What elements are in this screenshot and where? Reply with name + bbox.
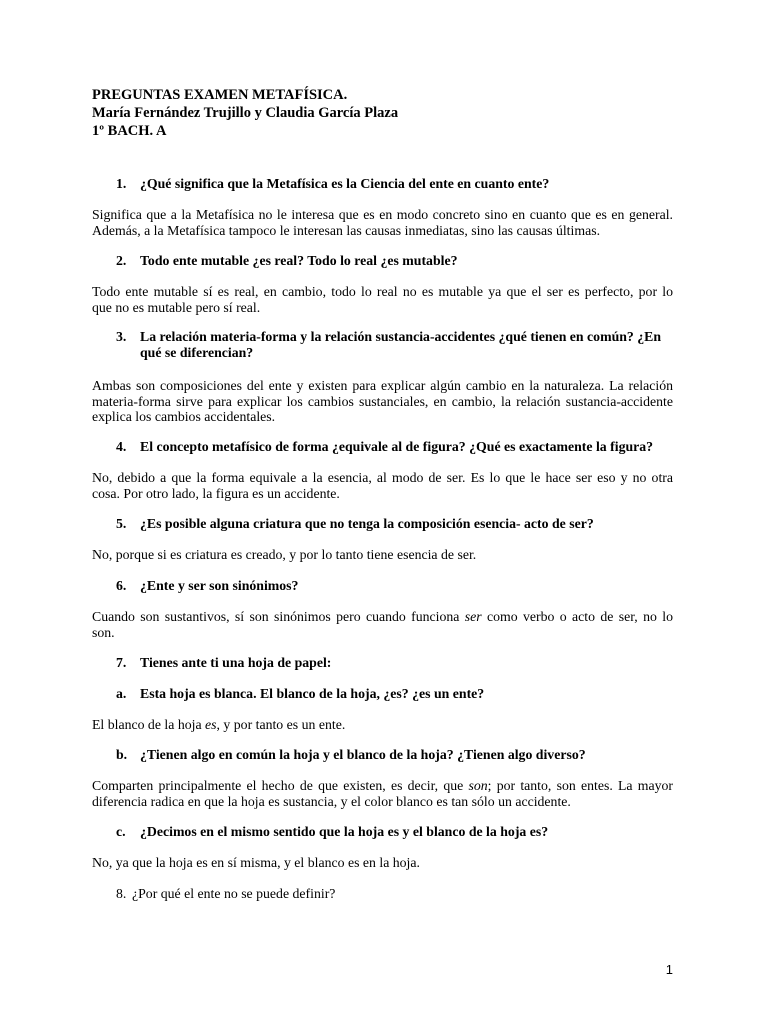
question-text: El concepto metafísico de forma ¿equivale al de figura? ¿Qué es exactamente la figura? (140, 439, 654, 454)
answer-line: explica los cambios accidentales. (92, 409, 276, 424)
answer-line: que no es mutable pero sí real. (92, 299, 261, 315)
answer-fragment: , y por tanto es un ente. (216, 717, 346, 732)
question-text: ¿Tienen algo en común la hoja y el blanco de la hoja? ¿Tienen algo diverso? (140, 747, 586, 762)
answer-5 (92, 547, 673, 563)
answer-line: Ambas son composiciones del ente y existen para explicar algún cambio en la naturaleza. La relación (92, 378, 673, 393)
answer-emphasis: son (468, 778, 488, 793)
answer-line: No, porque si es criatura es creado, y por lo tanto tiene esencia de ser. (92, 547, 477, 562)
question-7c (116, 824, 548, 840)
question-number: c. (116, 824, 126, 839)
question-7a (116, 686, 484, 702)
answer-line: Significa que a la Metafísica no le interesa que es en modo concreto sino en cuanto que es en general. (92, 207, 673, 222)
question-text: La relación materia-forma y la relación sustancia-accidentes ¿qué tienen en común? ¿En (140, 329, 662, 344)
question-5 (116, 516, 594, 532)
page-number: 1 (665, 962, 673, 977)
question-7 (116, 655, 331, 671)
answer-7c (92, 855, 673, 871)
answer-line: son. (92, 624, 115, 640)
answer-line (92, 609, 673, 625)
answer-fragment: como verbo o acto de ser, no lo (481, 609, 673, 624)
course: 1º BACH. A (92, 123, 167, 139)
answer-fragment: El blanco de la hoja (92, 717, 206, 732)
question-number: 4. (116, 439, 127, 454)
answer-line: diferencia radica en que la hoja es sustancia, y el color blanco es tan sólo un accidente. (92, 793, 571, 809)
question-6 (116, 578, 298, 594)
question-8 (116, 886, 335, 902)
question-number: a. (116, 686, 127, 701)
answer-1 (92, 207, 673, 238)
answer-6 (92, 609, 673, 640)
authors: María Fernández Trujillo y Claudia García Plaza (92, 105, 399, 121)
question-1 (116, 176, 549, 192)
question-number: 7. (116, 655, 127, 670)
question-number: 2. (116, 253, 127, 268)
answer-fragment: ; por tanto, son entes. La mayor (487, 778, 674, 793)
question-text: ¿Es posible alguna criatura que no tenga la composición esencia- acto de ser? (140, 516, 594, 531)
document-title: PREGUNTAS EXAMEN METAFÍSICA. (92, 87, 348, 103)
answer-line (92, 717, 673, 733)
question-number: b. (116, 747, 128, 762)
question-text-continued: qué se diferencian? (140, 345, 254, 360)
question-text: ¿Ente y ser son sinónimos? (140, 578, 299, 593)
question-text: Todo ente mutable ¿es real? Todo lo real ¿es mutable? (140, 253, 458, 268)
answer-line: Todo ente mutable sí es real, en cambio, todo lo real no es mutable ya que el ser es perfecto, por lo (92, 284, 673, 299)
question-2 (116, 253, 457, 269)
answer-line: cosa. Por otro lado, la figura es un accidente. (92, 485, 340, 501)
question-number: 1. (116, 176, 127, 191)
question-text: ¿Por qué el ente no se puede definir? (132, 886, 336, 901)
answer-fragment: Cuando son sustantivos, sí son sinónimos pero cuando funciona (92, 609, 465, 624)
answer-2 (92, 284, 673, 315)
answer-emphasis: ser (464, 609, 482, 624)
answer-3 (92, 378, 673, 425)
question-text: ¿Decimos en el mismo sentido que la hoja es y el blanco de la hoja es? (140, 824, 549, 839)
answer-7a (92, 717, 673, 733)
answer-emphasis: es (205, 717, 217, 732)
answer-4 (92, 470, 673, 501)
answer-fragment: Comparten principalmente el hecho de que existen, es decir, que (92, 778, 469, 793)
answer-line: No, ya que la hoja es en sí misma, y el blanco es en la hoja. (92, 855, 420, 870)
question-number: 5. (116, 516, 127, 531)
question-number: 3. (116, 329, 127, 344)
question-text: Esta hoja es blanca. El blanco de la hoja, ¿es? ¿es un ente? (140, 686, 485, 701)
answer-7b (92, 778, 673, 809)
question-number: 6. (116, 578, 127, 593)
question-text: ¿Qué significa que la Metafísica es la Ciencia del ente en cuanto ente? (140, 176, 550, 191)
question-3 (116, 329, 661, 361)
question-text: Tienes ante ti una hoja de papel: (140, 655, 332, 670)
question-7b (116, 747, 586, 763)
question-4 (116, 439, 653, 455)
answer-line: Además, a la Metafísica tampoco le interesan las causas inmediatas, sino las causas últimas. (92, 222, 601, 238)
question-number: 8. (116, 886, 127, 901)
answer-line (92, 778, 673, 794)
answer-line: materia-forma sirve para explicar los cambios sustanciales, en cambio, la relación sustancia-accidente (92, 393, 673, 409)
answer-line: No, debido a que la forma equivale a la esencia, al modo de ser. Es lo que le hace ser eso y no otra (92, 470, 673, 485)
